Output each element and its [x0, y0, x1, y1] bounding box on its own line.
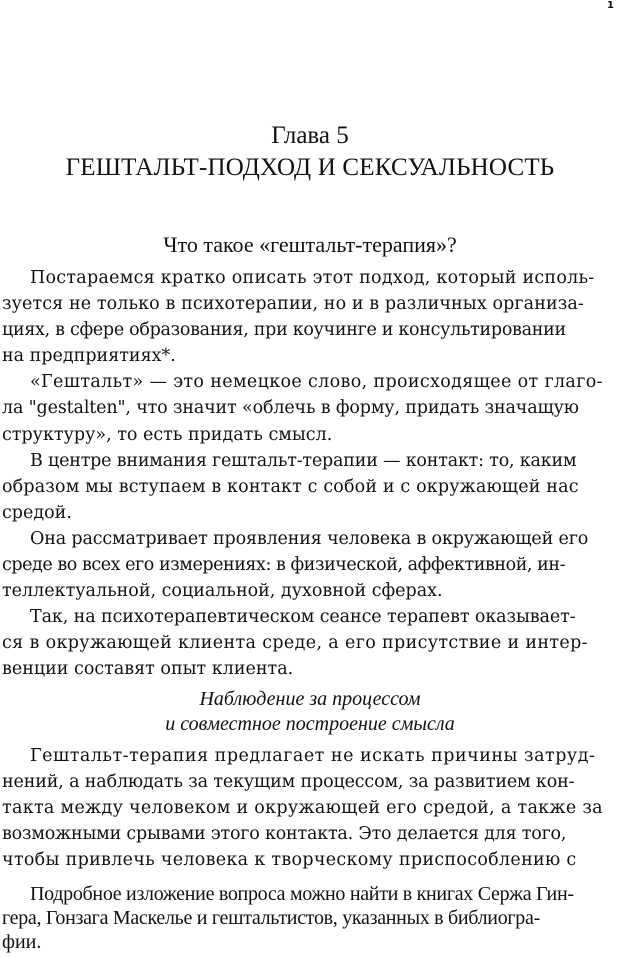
body-line: Постараемся кратко описать этот подход, который исполь-: [30, 268, 595, 288]
body-line: ся в окружающей клиента среде, а его присутствие и интер-: [2, 633, 588, 654]
body-line: чтобы привлечь человека к творческому приспособлению с: [2, 850, 577, 871]
body-line: В центре внимания гештальт-терапии — контакт: то, каким: [30, 450, 577, 471]
chapter-number: Глава 5: [271, 122, 349, 149]
footnote-line: Подробное изложение вопроса можно найти в книгах Сержа Гин-: [30, 883, 574, 905]
body-line: ла "gestalten", что значит «облечь в форму, придать значащую: [2, 398, 579, 419]
chapter-title: ГЕШТАЛЬТ-ПОДХОД И СЕКСУАЛЬНОСТЬ: [65, 154, 555, 181]
subheading-line-1: Наблюдение за процессом: [199, 688, 421, 710]
body-line: на предприятиях*.: [2, 346, 176, 367]
page-number: 1: [607, 0, 614, 11]
body-block-1: [0, 265, 620, 683]
body-line: циях, в сфере образования, при коучинге и консультировании: [2, 320, 566, 341]
body-line: среде во всех его измерениях: в физической, аффективной, ин-: [2, 555, 566, 576]
footnote: [0, 882, 620, 954]
body-line: теллектуальной, социальной, духовной сферах.: [2, 581, 443, 602]
body-line: «Гештальт» — это немецкое слово, происходящее от глаго-: [30, 372, 603, 393]
body-block-2: [0, 743, 620, 873]
body-line: венции составят опыт клиента.: [2, 659, 294, 680]
subheading-line-2: и совместное построение смысла: [165, 713, 455, 735]
body-line: возможными срывами этого контакта. Это делается для того,: [2, 824, 567, 845]
body-line: такта между человеком и окружающей его средой, а также за: [2, 798, 603, 819]
body-line: Гештальт-терапия предлагает не искать причины затруд-: [30, 746, 596, 766]
body-line: образом мы вступаем в контакт с собой и с окружающей нас: [2, 476, 579, 497]
footnote-line: фии.: [2, 931, 42, 953]
body-line: средой.: [2, 502, 72, 523]
body-line: зуется не только в психотерапии, но и в различных организа-: [2, 294, 584, 315]
body-line: Так, на психотерапевтическом сеансе терапевт оказывает-: [30, 607, 576, 628]
body-line: структуру», то есть придать смысл.: [2, 424, 333, 445]
footnote-line: гера, Гонзага Маскелье и гештальтистов, указанных в библиогра-: [2, 907, 540, 929]
body-line: Она рассматривает проявления человека в окружающей его: [30, 528, 589, 549]
body-line: нений, а наблюдать за текущим процессом, за развитием кон-: [2, 772, 575, 793]
section-title: Что такое «гештальт-терапия»?: [163, 232, 457, 257]
